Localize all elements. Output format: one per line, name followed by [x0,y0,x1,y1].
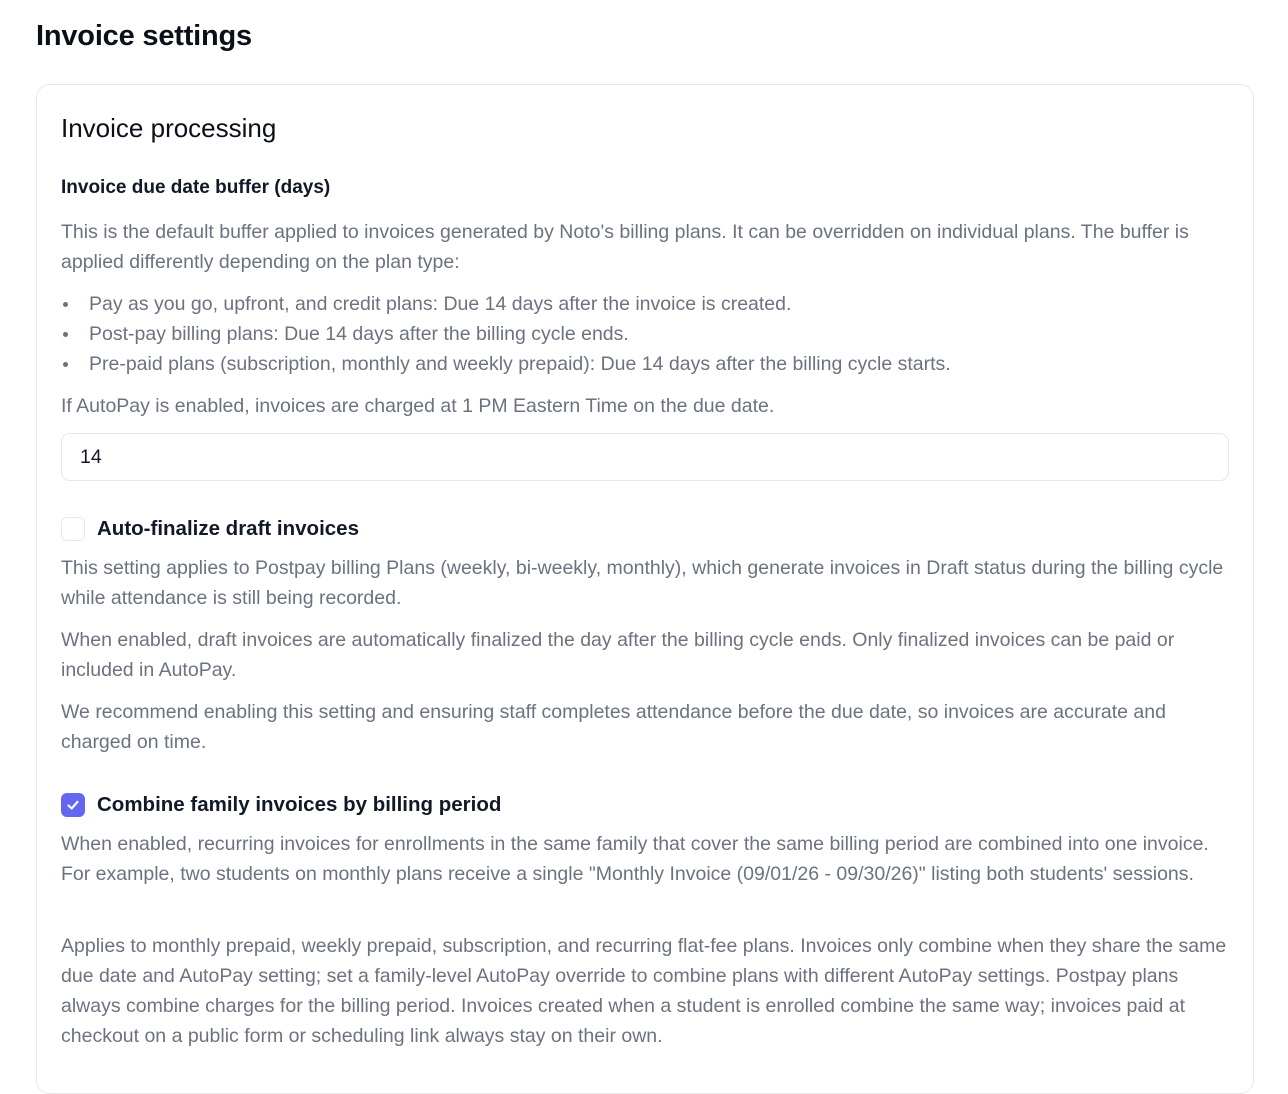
auto-finalize-enabled-note: When enabled, draft invoices are automatically finalized the day after the billing cycle ends. Only finalized invoices can be paid or included in AutoPay. [61,629,1175,681]
plan-type-list [61,289,1231,379]
auto-finalize-label[interactable]: Auto-finalize draft invoices [97,517,359,540]
page-title: Invoice settings [36,20,252,52]
list-item: Post-pay billing plans: Due 14 days after the billing cycle ends. [61,319,1231,349]
auto-finalize-row[interactable] [61,517,359,541]
combine-family-description: When enabled, recurring invoices for enrollments in the same family that cover the same billing period are combined into one invoice. For example, two students on monthly plans receive a single "Monthly Invoice (09/01/26 - 09/30/26)" listing both students' sessions. [61,833,1209,885]
auto-finalize-checkbox[interactable] [61,517,85,541]
autopay-note: If AutoPay is enabled, invoices are charged at 1 PM Eastern Time on the due date. [61,395,775,417]
invoice-processing-card [36,84,1254,1094]
combine-family-row[interactable] [61,793,501,817]
due-buffer-label: Invoice due date buffer (days) [61,177,331,198]
checkmark-icon [66,798,80,812]
list-item: Pre-paid plans (subscription, monthly and weekly prepaid): Due 14 days after the billing cycle starts. [61,349,1231,379]
due-buffer-input[interactable] [61,433,1229,481]
auto-finalize-recommendation: We recommend enabling this setting and ensuring staff completes attendance before the due date, so invoices are accurate and charged on time. [61,701,1166,753]
combine-family-label[interactable]: Combine family invoices by billing period [97,793,502,816]
auto-finalize-description: This setting applies to Postpay billing Plans (weekly, bi-weekly, monthly), which generate invoices in Draft status during the billing cycle while attendance is still being recorded. [61,557,1224,609]
section-title: Invoice processing [61,113,277,143]
combine-family-checkbox[interactable] [61,793,85,817]
combine-family-details: Applies to monthly prepaid, weekly prepaid, subscription, and recurring flat-fee plans. Invoices only combine when they share the same due date and AutoPay setting; set a family-level AutoPay override to combine plans with different AutoPay settings. Postpay plans always combine charges for the billing period. Invoices created when a student is enrolled combine the same way; invoices paid at checkout on a public form or scheduling link always stay on their own. [61,935,1227,1047]
due-buffer-description: This is the default buffer applied to invoices generated by Noto's billing plans. It can be overridden on individual plans. The buffer is applied differently depending on the plan type: [61,221,1189,273]
list-item: Pay as you go, upfront, and credit plans: Due 14 days after the invoice is created. [61,289,1231,319]
